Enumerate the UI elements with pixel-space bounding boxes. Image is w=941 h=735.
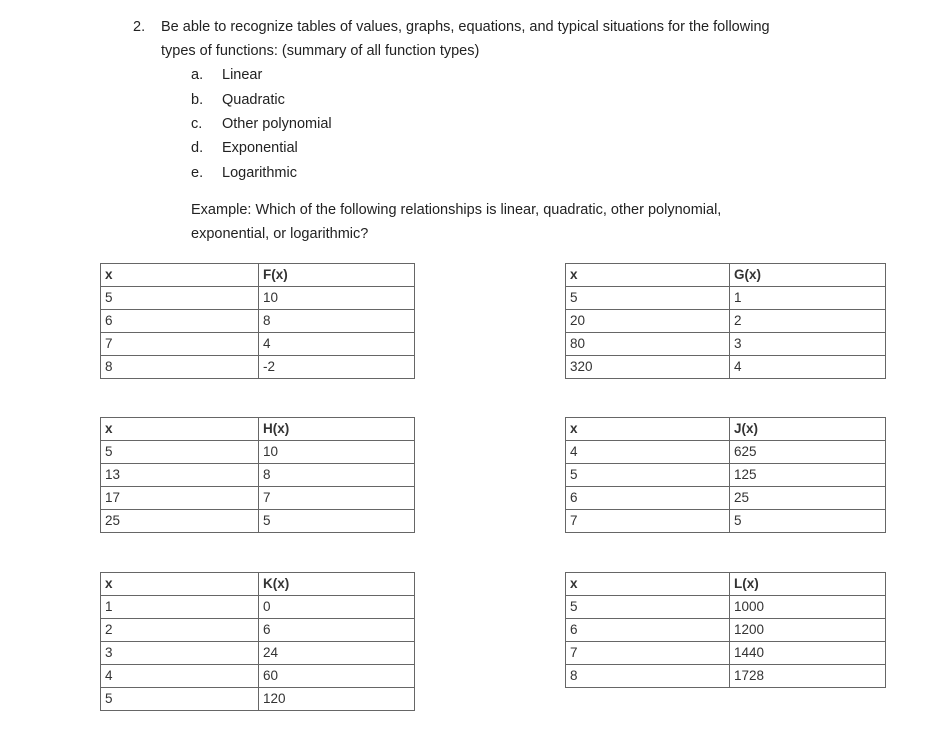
x-cell: 8 (101, 356, 259, 379)
table-row (101, 356, 415, 379)
x-cell: 1 (101, 596, 259, 619)
x-cell: 5 (101, 441, 259, 464)
table-k (100, 572, 415, 711)
table-row (101, 287, 415, 310)
x-cell: 13 (101, 464, 259, 487)
x-cell: 5 (101, 688, 259, 711)
value-cell: 2 (730, 310, 886, 333)
question-text-line2: types of functions: (summary of all function types) (161, 43, 480, 59)
table-row (101, 642, 415, 665)
list-letter: c. (191, 116, 203, 132)
value-cell: 25 (730, 487, 886, 510)
table-header-row (101, 418, 415, 441)
table-row (101, 510, 415, 533)
x-cell: x (566, 573, 730, 596)
list-item: Quadratic (222, 92, 285, 108)
value-cell: F(x) (259, 264, 415, 287)
x-cell: 6 (566, 619, 730, 642)
value-cell: 120 (259, 688, 415, 711)
value-cell: 1728 (730, 665, 886, 688)
x-cell: 320 (566, 356, 730, 379)
table-row (101, 688, 415, 711)
list-item: Linear (222, 67, 263, 83)
table-row (101, 665, 415, 688)
x-cell: 7 (101, 333, 259, 356)
value-cell: 60 (259, 665, 415, 688)
list-letter: a. (191, 67, 204, 83)
table-row (566, 510, 886, 533)
table-row (101, 619, 415, 642)
table-row (566, 333, 886, 356)
x-cell: 4 (101, 665, 259, 688)
table-row (566, 356, 886, 379)
list-letter: b. (191, 92, 204, 108)
value-cell: 0 (259, 596, 415, 619)
table-row (101, 464, 415, 487)
value-cell: 1440 (730, 642, 886, 665)
list-item: Exponential (222, 140, 298, 156)
table-row (566, 464, 886, 487)
x-cell: 6 (101, 310, 259, 333)
table-row (566, 596, 886, 619)
x-cell: 25 (101, 510, 259, 533)
x-cell: 5 (566, 287, 730, 310)
value-cell: -2 (259, 356, 415, 379)
table-row (566, 665, 886, 688)
value-cell: 4 (730, 356, 886, 379)
x-cell: 7 (566, 510, 730, 533)
value-cell: 1 (730, 287, 886, 310)
x-cell: 4 (566, 441, 730, 464)
value-cell: 8 (259, 464, 415, 487)
table-h (100, 417, 415, 533)
table-header-row (566, 418, 886, 441)
question-text-line1: Be able to recognize tables of values, graphs, equations, and typical situations for the following (161, 19, 770, 35)
table-row (566, 310, 886, 333)
value-cell: 5 (259, 510, 415, 533)
table-g (565, 263, 886, 379)
table-row (566, 619, 886, 642)
x-cell: 6 (566, 487, 730, 510)
table-header-row (101, 573, 415, 596)
x-cell: x (101, 573, 259, 596)
value-cell: 6 (259, 619, 415, 642)
value-cell: 5 (730, 510, 886, 533)
x-cell: 5 (566, 464, 730, 487)
table-row (101, 310, 415, 333)
value-cell: J(x) (730, 418, 886, 441)
value-cell: L(x) (730, 573, 886, 596)
value-cell: 125 (730, 464, 886, 487)
value-cell: 10 (259, 287, 415, 310)
list-item: Logarithmic (222, 165, 297, 181)
x-cell: 7 (566, 642, 730, 665)
table-row (566, 642, 886, 665)
x-cell: 80 (566, 333, 730, 356)
table-header-row (101, 264, 415, 287)
x-cell: 5 (101, 287, 259, 310)
value-cell: 4 (259, 333, 415, 356)
x-cell: 3 (101, 642, 259, 665)
x-cell: x (566, 264, 730, 287)
x-cell: 2 (101, 619, 259, 642)
table-row (101, 333, 415, 356)
table-row (101, 487, 415, 510)
x-cell: x (101, 418, 259, 441)
x-cell: x (101, 264, 259, 287)
x-cell: 8 (566, 665, 730, 688)
value-cell: 7 (259, 487, 415, 510)
value-cell: 10 (259, 441, 415, 464)
table-header-row (566, 573, 886, 596)
value-cell: 3 (730, 333, 886, 356)
table-row (566, 287, 886, 310)
question-number: 2. (133, 19, 146, 35)
value-cell: 625 (730, 441, 886, 464)
example-text-line1: Example: Which of the following relationships is linear, quadratic, other polynomial, (191, 202, 722, 218)
table-l (565, 572, 886, 688)
table-header-row (566, 264, 886, 287)
value-cell: K(x) (259, 573, 415, 596)
value-cell: 8 (259, 310, 415, 333)
list-letter: d. (191, 140, 204, 156)
x-cell: x (566, 418, 730, 441)
table-row (566, 441, 886, 464)
value-cell: 1000 (730, 596, 886, 619)
x-cell: 5 (566, 596, 730, 619)
table-f (100, 263, 415, 379)
value-cell: 1200 (730, 619, 886, 642)
list-item: Other polynomial (222, 116, 332, 132)
list-letter: e. (191, 165, 204, 181)
value-cell: 24 (259, 642, 415, 665)
table-row (101, 441, 415, 464)
value-cell: H(x) (259, 418, 415, 441)
table-row (101, 596, 415, 619)
example-text-line2: exponential, or logarithmic? (191, 226, 369, 242)
x-cell: 17 (101, 487, 259, 510)
table-row (566, 487, 886, 510)
value-cell: G(x) (730, 264, 886, 287)
x-cell: 20 (566, 310, 730, 333)
table-j (565, 417, 886, 533)
